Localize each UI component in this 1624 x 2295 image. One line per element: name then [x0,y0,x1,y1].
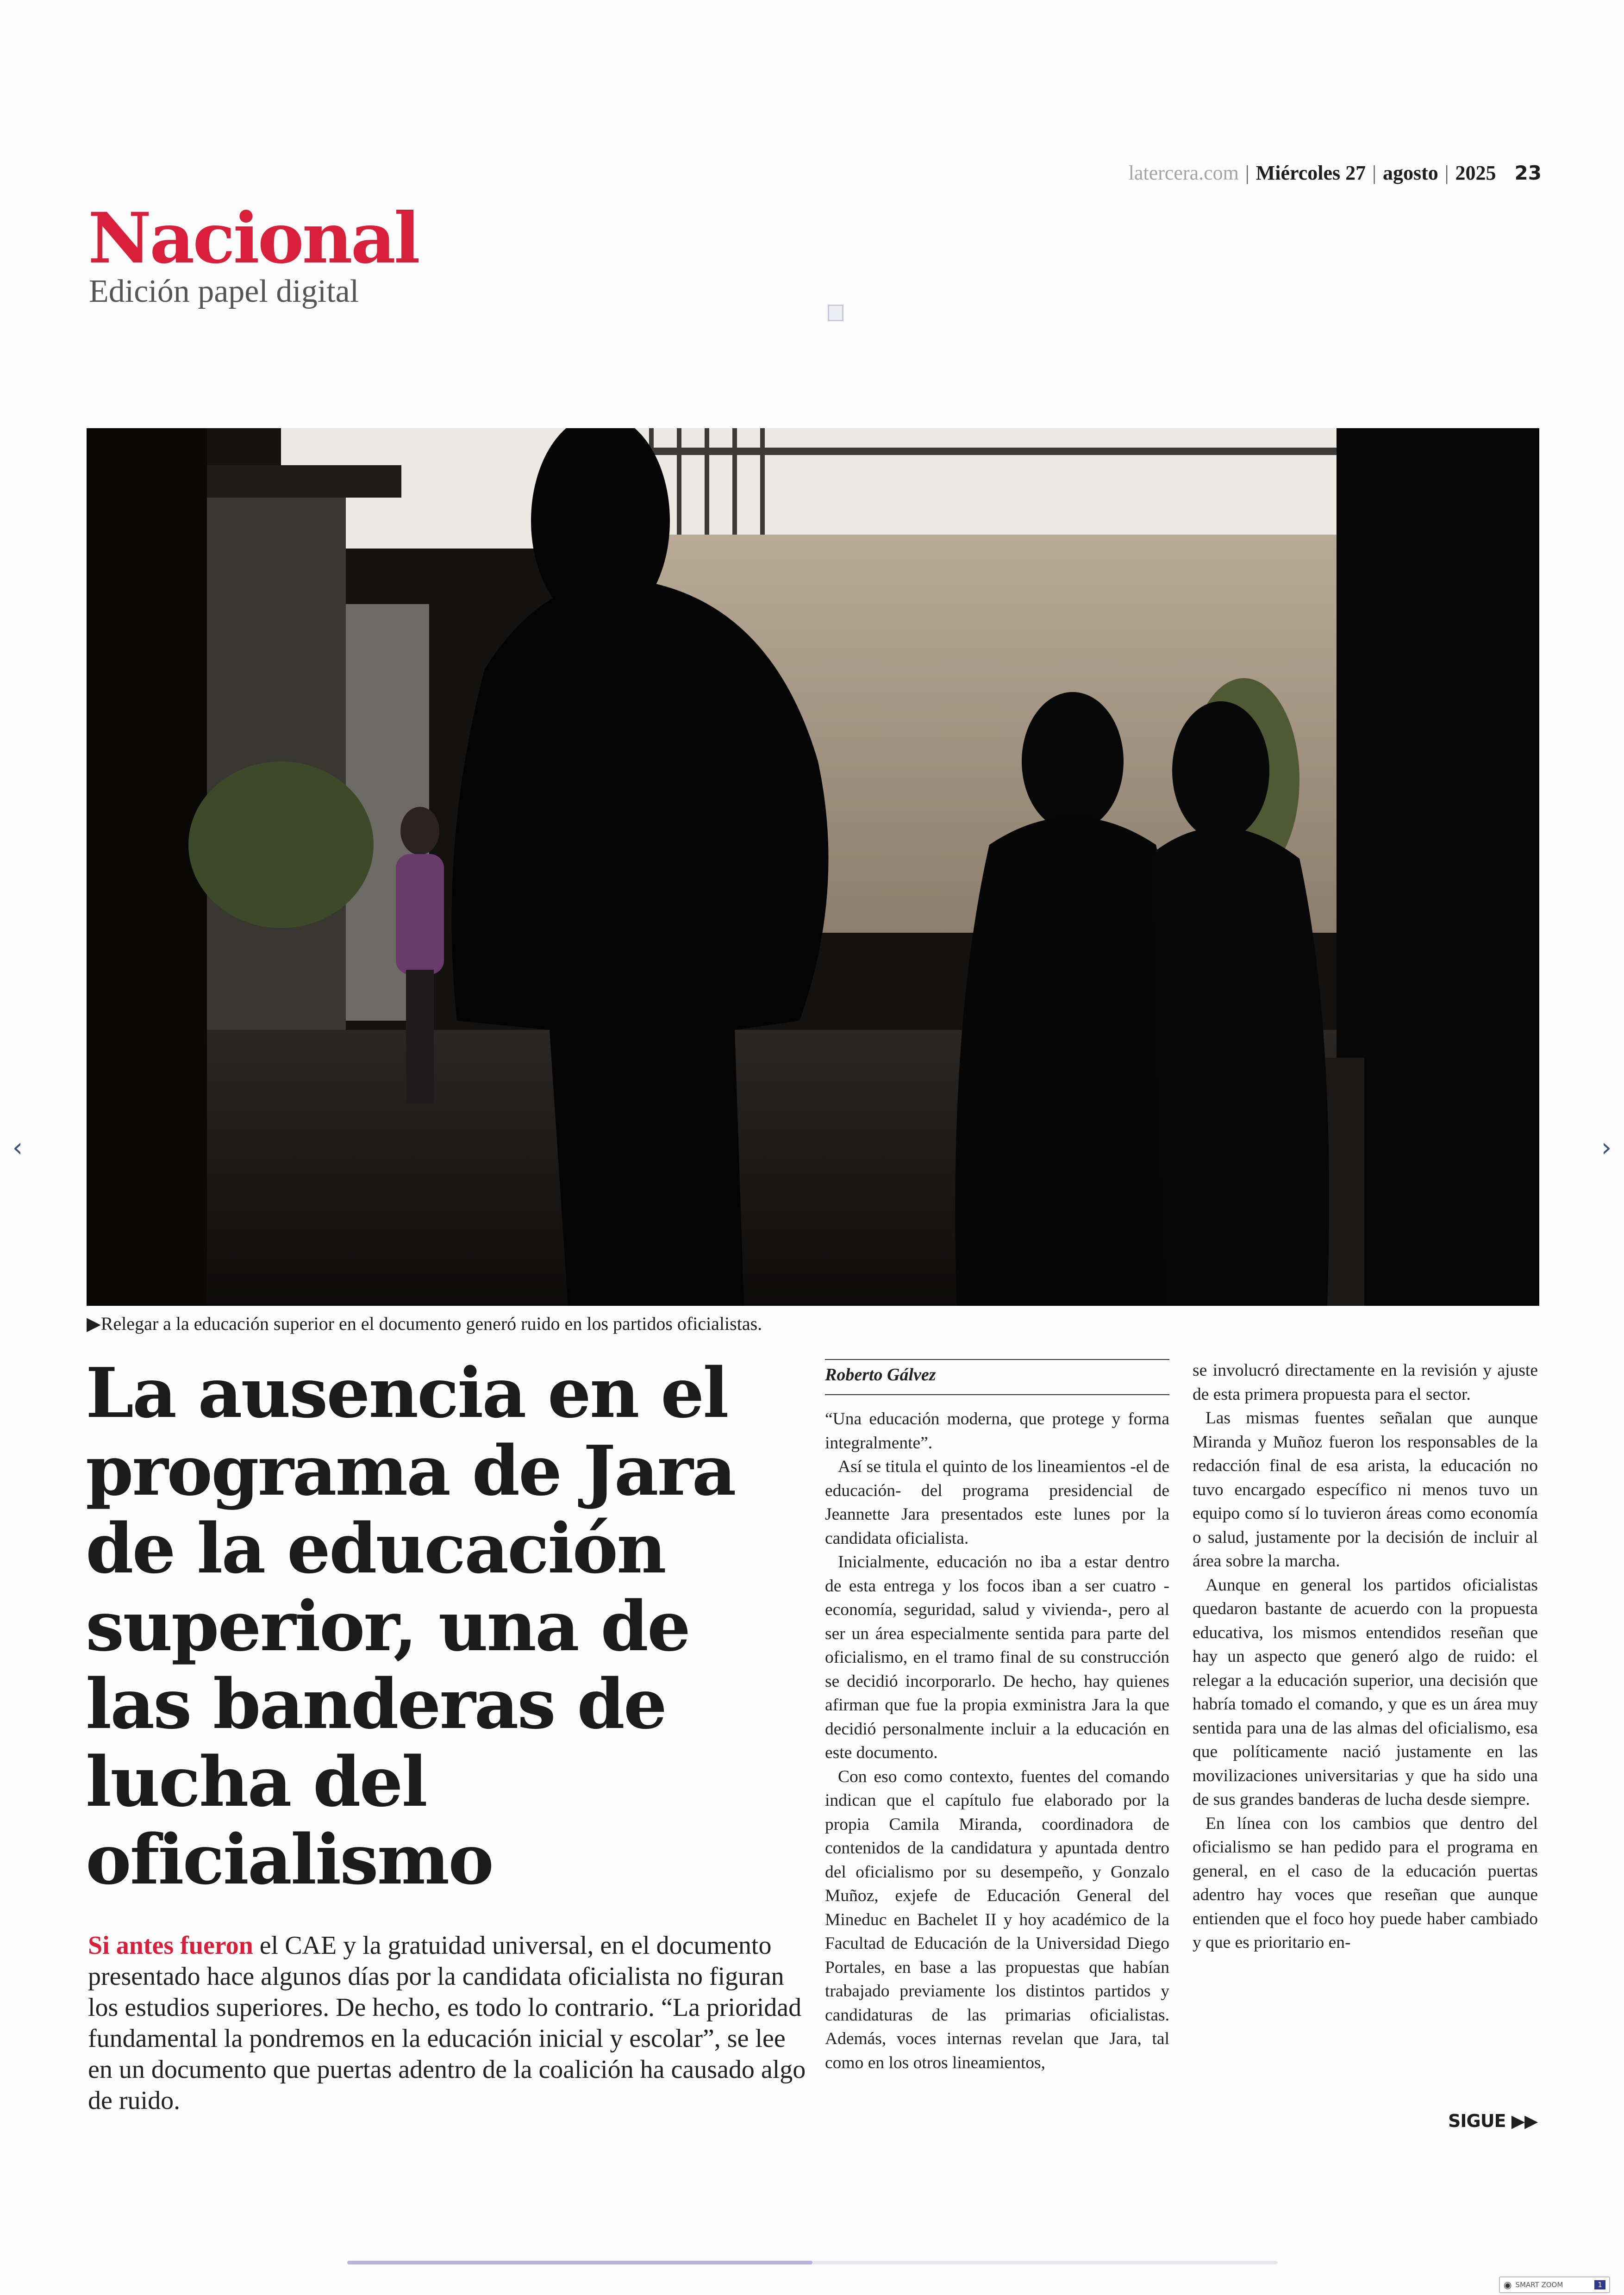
smart-zoom-label: SMART ZOOM [1515,2281,1563,2289]
page-marker-icon[interactable] [828,305,843,321]
separator: | [1372,162,1376,184]
byline: Roberto Gálvez [825,1365,1169,1395]
page-number: 23 [1514,162,1542,184]
continue-label: SIGUE ▶▶ [1448,2111,1538,2131]
article-headline: La ausencia en el programa de Jara de la educación superior, una de las banderas de lucha del oficialismo [86,1353,735,1900]
body-paragraph: Así se titula el quinto de los lineamientos -el de educación- del programa presidencial de Jeannette Jara presentados este lunes por la candidata oficialista. [825,1457,1169,1548]
reading-progress-bar[interactable] [347,2261,1278,2264]
photo-caption: ▶Relegar a la educación superior en el documento generó ruido en los partidos oficialistas. [87,1313,762,1334]
section-subtitle: Edición papel digital [89,274,359,309]
date-year: 2025 [1455,162,1496,184]
date-month: agosto [1382,162,1438,184]
masthead-info [1129,161,1542,185]
body-paragraph: Con eso como contexto, fuentes del comando indican que el capítulo fue elaborado por la propia Camila Miranda, coordinadora de contenidos de la candidatura y apuntada dentro del oficialismo por su desempeño, y Gonzalo Muñoz, exjefe de Educación General del Mineduc en Bachelet II y hoy académico de la Facultad de Educación de la Universidad Diego Portales, en base a las propuestas que habían trabajado previamente los distintos partidos y candidaturas de las primarias oficialistas. Además, voces internas revelan que Jara, tal como en los otros lineamientos, [825,1767,1169,2072]
body-paragraph: En línea con los cambios que dentro del oficialismo se han pedido para el programa en general, en el caso de la educación puertas adentro hay voces que reseñan que aunque entienden que el foco hoy puede haber cambiado y que es prioritario en- [1193,1814,1538,1952]
body-paragraph: se involucró directamente en la revisión y ajuste de esta primera propuesta para el sector. [1193,1361,1538,1404]
article-column-1 [825,1407,1169,2075]
lead-kicker: Si antes fueron [88,1931,253,1960]
body-paragraph: “Una educación moderna, que protege y forma integralmente”. [825,1409,1169,1453]
body-paragraph: Las mismas fuentes señalan que aunque Miranda y Muñoz fueron los responsables de la redacción final de esa arista, la educación no tuvo encargado específico ni menos tuvo un equipo como sí lo tuvieron áreas como economía o salud, justamente por la decisión de incluir al área sobre la marcha. [1193,1409,1538,1571]
article-column-2 [1193,1359,1538,1955]
body-paragraph: Inicialmente, educación no iba a estar dentro de esta entrega y los focos iban a ser cuatro -economía, seguridad, salud y vivienda-, pero al ser un área especialmente sentida para parte del oficialismo, en el tramo final de su construcción se decidió incorporarlo. De hecho, hay quienes afirman que fue la propia exministra Jara la que decidió personalmente incluir a la educación en este documento. [825,1553,1169,1762]
date-day: Miércoles 27 [1255,162,1366,184]
smart-zoom-button[interactable] [1499,2276,1610,2293]
reading-progress-fill [347,2261,812,2264]
eye-icon: ◉ [1504,2279,1512,2290]
photo-scene [87,428,1539,1306]
site-name[interactable]: latercera.com [1128,162,1239,184]
section-title: Nacional [88,198,418,279]
body-paragraph: Aunque en general los partidos oficialistas quedaron bastante de acuerdo con la propuesta educativa, los mismos entendidos reseñan que hay un aspecto que generó algo de ruido: el relegar a la educación superior, una decisión que habría tomado el comando, y que es un área muy sentida para una de las almas del oficialismo, esa que políticamente nació justamente en las movilizaciones universitarias y que ha sido una de sus grandes banderas de lucha desde siempre. [1193,1575,1538,1809]
previous-page-icon[interactable]: ‹ [12,1133,23,1163]
lead-text: el CAE y la gratuidad universal, en el documento presentado hace algunos días por la candidata oficialista no figuran los estudios superiores. De hecho, es todo lo contrario. “La prioridad fundamental la pondremos en la educación inicial y escolar”, se lee en un documento que puertas adentro de la coalición ha causado algo de ruido. [88,1931,806,2115]
article-lead [88,1930,810,2116]
separator: | [1444,162,1449,184]
article-photo [87,428,1539,1306]
separator: | [1245,162,1249,184]
zoom-page-badge: 1 [1594,2280,1605,2289]
next-page-icon[interactable]: › [1601,1133,1612,1163]
